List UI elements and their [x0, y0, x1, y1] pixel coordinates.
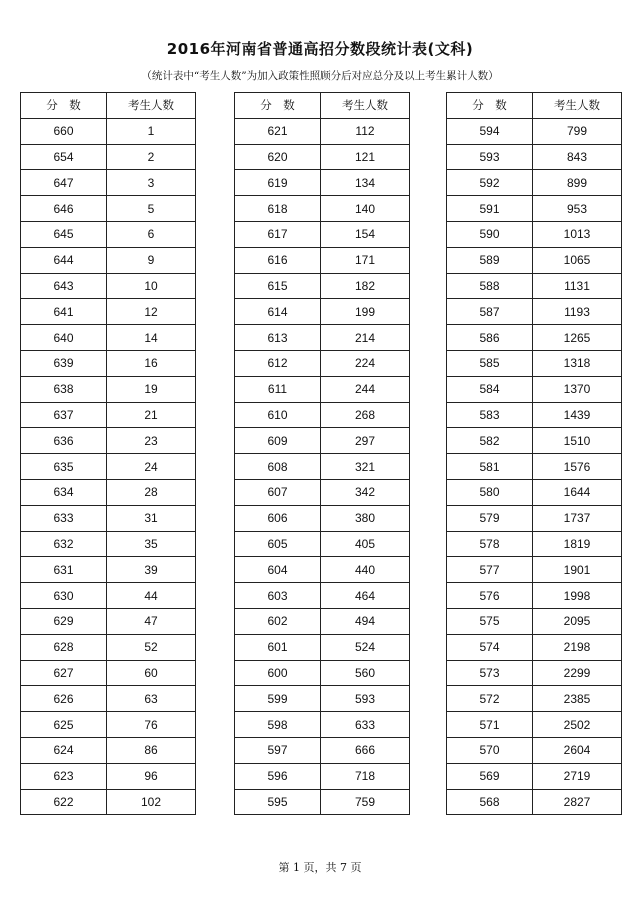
- count-cell: 799: [533, 118, 622, 144]
- count-cell: 14: [107, 325, 196, 351]
- table-row: [447, 299, 622, 325]
- table-row: [447, 712, 622, 738]
- score-cell: 575: [447, 608, 533, 634]
- table-row: [21, 454, 196, 480]
- score-cell: 634: [21, 479, 107, 505]
- score-cell: 587: [447, 299, 533, 325]
- count-cell: 63: [107, 686, 196, 712]
- table-row: [447, 737, 622, 763]
- table-row: [235, 737, 410, 763]
- score-cell: 636: [21, 428, 107, 454]
- count-cell: 9: [107, 247, 196, 273]
- table-row: [235, 247, 410, 273]
- count-cell: 843: [533, 144, 622, 170]
- score-cell: 585: [447, 350, 533, 376]
- table-row: [235, 144, 410, 170]
- table-row: [21, 402, 196, 428]
- score-cell: 646: [21, 196, 107, 222]
- header-score: 分 数: [235, 93, 321, 119]
- count-cell: 1265: [533, 325, 622, 351]
- table-row: [447, 325, 622, 351]
- score-cell: 635: [21, 454, 107, 480]
- count-cell: 560: [321, 660, 410, 686]
- score-cell: 584: [447, 376, 533, 402]
- table-row: [235, 325, 410, 351]
- count-cell: 60: [107, 660, 196, 686]
- count-cell: 321: [321, 454, 410, 480]
- count-cell: 121: [321, 144, 410, 170]
- table-row: [447, 170, 622, 196]
- count-cell: 244: [321, 376, 410, 402]
- score-cell: 619: [235, 170, 321, 196]
- score-cell: 612: [235, 350, 321, 376]
- table-row: [447, 376, 622, 402]
- score-cell: 660: [21, 118, 107, 144]
- count-cell: 171: [321, 247, 410, 273]
- score-table-3: [446, 92, 622, 815]
- table-row: [235, 402, 410, 428]
- count-cell: 899: [533, 170, 622, 196]
- count-cell: 2719: [533, 763, 622, 789]
- count-cell: 21: [107, 402, 196, 428]
- score-cell: 608: [235, 454, 321, 480]
- table-row: [447, 196, 622, 222]
- count-cell: 380: [321, 505, 410, 531]
- header-score: 分 数: [21, 93, 107, 119]
- table-row: [447, 557, 622, 583]
- count-cell: 2198: [533, 634, 622, 660]
- score-cell: 574: [447, 634, 533, 660]
- score-cell: 633: [21, 505, 107, 531]
- score-cell: 572: [447, 686, 533, 712]
- count-cell: 2: [107, 144, 196, 170]
- count-cell: 154: [321, 221, 410, 247]
- score-cell: 647: [21, 170, 107, 196]
- table-row: [235, 170, 410, 196]
- count-cell: 2095: [533, 608, 622, 634]
- count-cell: 1013: [533, 221, 622, 247]
- table-row: [21, 428, 196, 454]
- score-cell: 638: [21, 376, 107, 402]
- score-cell: 590: [447, 221, 533, 247]
- count-cell: 405: [321, 531, 410, 557]
- score-cell: 579: [447, 505, 533, 531]
- table-row: [447, 144, 622, 170]
- count-cell: 1644: [533, 479, 622, 505]
- count-cell: 6: [107, 221, 196, 247]
- table-row: [235, 608, 410, 634]
- count-cell: 2827: [533, 789, 622, 815]
- table-row: [21, 686, 196, 712]
- score-cell: 597: [235, 737, 321, 763]
- table-row: [235, 299, 410, 325]
- table-row: [21, 299, 196, 325]
- table-row: [21, 737, 196, 763]
- table-row: [21, 325, 196, 351]
- score-cell: 598: [235, 712, 321, 738]
- count-cell: 76: [107, 712, 196, 738]
- count-cell: 1065: [533, 247, 622, 273]
- table-row: [21, 789, 196, 815]
- table-row: [447, 686, 622, 712]
- score-cell: 589: [447, 247, 533, 273]
- score-cell: 645: [21, 221, 107, 247]
- count-cell: 1439: [533, 402, 622, 428]
- table-row: [21, 634, 196, 660]
- header-score: 分 数: [447, 93, 533, 119]
- table-row: [21, 531, 196, 557]
- score-cell: 604: [235, 557, 321, 583]
- count-cell: 102: [107, 789, 196, 815]
- score-cell: 610: [235, 402, 321, 428]
- score-cell: 571: [447, 712, 533, 738]
- header-count: 考生人数: [107, 93, 196, 119]
- score-cell: 583: [447, 402, 533, 428]
- table-row: [447, 660, 622, 686]
- count-cell: 759: [321, 789, 410, 815]
- table-row: [447, 531, 622, 557]
- table-row: [21, 118, 196, 144]
- count-cell: 96: [107, 763, 196, 789]
- score-cell: 643: [21, 273, 107, 299]
- table-row: [235, 789, 410, 815]
- page-footer: 第 1 页，共 7 页: [278, 861, 362, 874]
- count-cell: 718: [321, 763, 410, 789]
- table-row: [235, 686, 410, 712]
- table-row: [447, 763, 622, 789]
- score-cell: 624: [21, 737, 107, 763]
- count-cell: 31: [107, 505, 196, 531]
- table-row: [21, 273, 196, 299]
- count-cell: 199: [321, 299, 410, 325]
- count-cell: 524: [321, 634, 410, 660]
- score-cell: 609: [235, 428, 321, 454]
- score-cell: 625: [21, 712, 107, 738]
- score-cell: 627: [21, 660, 107, 686]
- count-cell: 35: [107, 531, 196, 557]
- table-row: [235, 273, 410, 299]
- table-row: [447, 428, 622, 454]
- table-row: [447, 789, 622, 815]
- table-row: [235, 454, 410, 480]
- table-row: [21, 350, 196, 376]
- score-cell: 600: [235, 660, 321, 686]
- table-row: [21, 557, 196, 583]
- table-row: [447, 350, 622, 376]
- table-row: [21, 144, 196, 170]
- count-cell: 593: [321, 686, 410, 712]
- table-row: [447, 402, 622, 428]
- count-cell: 44: [107, 583, 196, 609]
- table-row: [21, 479, 196, 505]
- score-cell: 622: [21, 789, 107, 815]
- table-row: [235, 634, 410, 660]
- score-cell: 630: [21, 583, 107, 609]
- score-cell: 606: [235, 505, 321, 531]
- score-cell: 596: [235, 763, 321, 789]
- count-cell: 1193: [533, 299, 622, 325]
- table-row: [235, 479, 410, 505]
- table-row: [21, 583, 196, 609]
- table-row: [447, 583, 622, 609]
- header-count: 考生人数: [533, 93, 622, 119]
- count-cell: 1318: [533, 350, 622, 376]
- count-cell: 1: [107, 118, 196, 144]
- count-cell: 666: [321, 737, 410, 763]
- table-row: [447, 118, 622, 144]
- score-cell: 654: [21, 144, 107, 170]
- table-row: [447, 247, 622, 273]
- score-cell: 641: [21, 299, 107, 325]
- table-row: [235, 712, 410, 738]
- score-cell: 618: [235, 196, 321, 222]
- count-cell: 1819: [533, 531, 622, 557]
- count-cell: 494: [321, 608, 410, 634]
- header-count: 考生人数: [321, 93, 410, 119]
- score-cell: 593: [447, 144, 533, 170]
- score-cell: 644: [21, 247, 107, 273]
- count-cell: 214: [321, 325, 410, 351]
- count-cell: 10: [107, 273, 196, 299]
- table-row: [235, 196, 410, 222]
- table-row: [447, 221, 622, 247]
- count-cell: 440: [321, 557, 410, 583]
- score-table-2: [234, 92, 410, 815]
- count-cell: 224: [321, 350, 410, 376]
- count-cell: 3: [107, 170, 196, 196]
- score-cell: 605: [235, 531, 321, 557]
- table-row: [235, 428, 410, 454]
- count-cell: 16: [107, 350, 196, 376]
- count-cell: 140: [321, 196, 410, 222]
- count-cell: 2299: [533, 660, 622, 686]
- table-row: [21, 247, 196, 273]
- table-row: [21, 221, 196, 247]
- count-cell: 2604: [533, 737, 622, 763]
- table-row: [235, 221, 410, 247]
- table-row: [235, 660, 410, 686]
- score-cell: 613: [235, 325, 321, 351]
- count-cell: 112: [321, 118, 410, 144]
- table-row: [447, 479, 622, 505]
- score-cell: 599: [235, 686, 321, 712]
- score-cell: 569: [447, 763, 533, 789]
- score-cell: 631: [21, 557, 107, 583]
- score-cell: 620: [235, 144, 321, 170]
- score-cell: 568: [447, 789, 533, 815]
- table-row: [235, 376, 410, 402]
- table-row: [21, 196, 196, 222]
- score-cell: 588: [447, 273, 533, 299]
- score-cell: 591: [447, 196, 533, 222]
- score-cell: 607: [235, 479, 321, 505]
- count-cell: 47: [107, 608, 196, 634]
- count-cell: 52: [107, 634, 196, 660]
- score-cell: 623: [21, 763, 107, 789]
- score-cell: 626: [21, 686, 107, 712]
- score-table-1: [20, 92, 196, 815]
- count-cell: 633: [321, 712, 410, 738]
- table-row: [21, 608, 196, 634]
- table-row: [235, 531, 410, 557]
- table-row: [235, 505, 410, 531]
- table-row: [235, 583, 410, 609]
- score-cell: 586: [447, 325, 533, 351]
- table-row: [235, 557, 410, 583]
- score-cell: 628: [21, 634, 107, 660]
- count-cell: 1737: [533, 505, 622, 531]
- count-cell: 134: [321, 170, 410, 196]
- score-cell: 602: [235, 608, 321, 634]
- count-cell: 24: [107, 454, 196, 480]
- table-row: [447, 273, 622, 299]
- score-cell: 629: [21, 608, 107, 634]
- table-row: [235, 763, 410, 789]
- score-cell: 616: [235, 247, 321, 273]
- table-row: [447, 634, 622, 660]
- table-row: [21, 505, 196, 531]
- count-cell: 1998: [533, 583, 622, 609]
- score-cell: 611: [235, 376, 321, 402]
- score-cell: 581: [447, 454, 533, 480]
- score-cell: 615: [235, 273, 321, 299]
- count-cell: 1901: [533, 557, 622, 583]
- table-row: [447, 608, 622, 634]
- count-cell: 23: [107, 428, 196, 454]
- score-cell: 614: [235, 299, 321, 325]
- score-cell: 577: [447, 557, 533, 583]
- table-row: [447, 505, 622, 531]
- count-cell: 19: [107, 376, 196, 402]
- table-row: [21, 376, 196, 402]
- score-cell: 595: [235, 789, 321, 815]
- count-cell: 2385: [533, 686, 622, 712]
- score-cell: 570: [447, 737, 533, 763]
- score-cell: 603: [235, 583, 321, 609]
- score-cell: 578: [447, 531, 533, 557]
- score-cell: 639: [21, 350, 107, 376]
- table-row: [21, 660, 196, 686]
- count-cell: 268: [321, 402, 410, 428]
- score-cell: 640: [21, 325, 107, 351]
- count-cell: 2502: [533, 712, 622, 738]
- score-cell: 576: [447, 583, 533, 609]
- score-cell: 637: [21, 402, 107, 428]
- score-cell: 580: [447, 479, 533, 505]
- count-cell: 39: [107, 557, 196, 583]
- score-cell: 592: [447, 170, 533, 196]
- score-cell: 594: [447, 118, 533, 144]
- page-subtitle: （统计表中“考生人数”为加入政策性照顾分后对应总分及以上考生累计人数）: [141, 70, 499, 82]
- count-cell: 1576: [533, 454, 622, 480]
- score-cell: 601: [235, 634, 321, 660]
- table-row: [447, 454, 622, 480]
- score-cell: 632: [21, 531, 107, 557]
- table-row: [235, 350, 410, 376]
- count-cell: 464: [321, 583, 410, 609]
- count-cell: 28: [107, 479, 196, 505]
- score-cell: 573: [447, 660, 533, 686]
- count-cell: 5: [107, 196, 196, 222]
- count-cell: 12: [107, 299, 196, 325]
- page-title: 2016年河南省普通高招分数段统计表(文科): [166, 40, 474, 58]
- count-cell: 1131: [533, 273, 622, 299]
- score-cell: 617: [235, 221, 321, 247]
- count-cell: 953: [533, 196, 622, 222]
- count-cell: 182: [321, 273, 410, 299]
- score-cell: 621: [235, 118, 321, 144]
- table-row: [21, 763, 196, 789]
- table-row: [21, 712, 196, 738]
- count-cell: 1370: [533, 376, 622, 402]
- count-cell: 86: [107, 737, 196, 763]
- table-row: [235, 118, 410, 144]
- score-cell: 582: [447, 428, 533, 454]
- count-cell: 342: [321, 479, 410, 505]
- count-cell: 1510: [533, 428, 622, 454]
- count-cell: 297: [321, 428, 410, 454]
- table-row: [21, 170, 196, 196]
